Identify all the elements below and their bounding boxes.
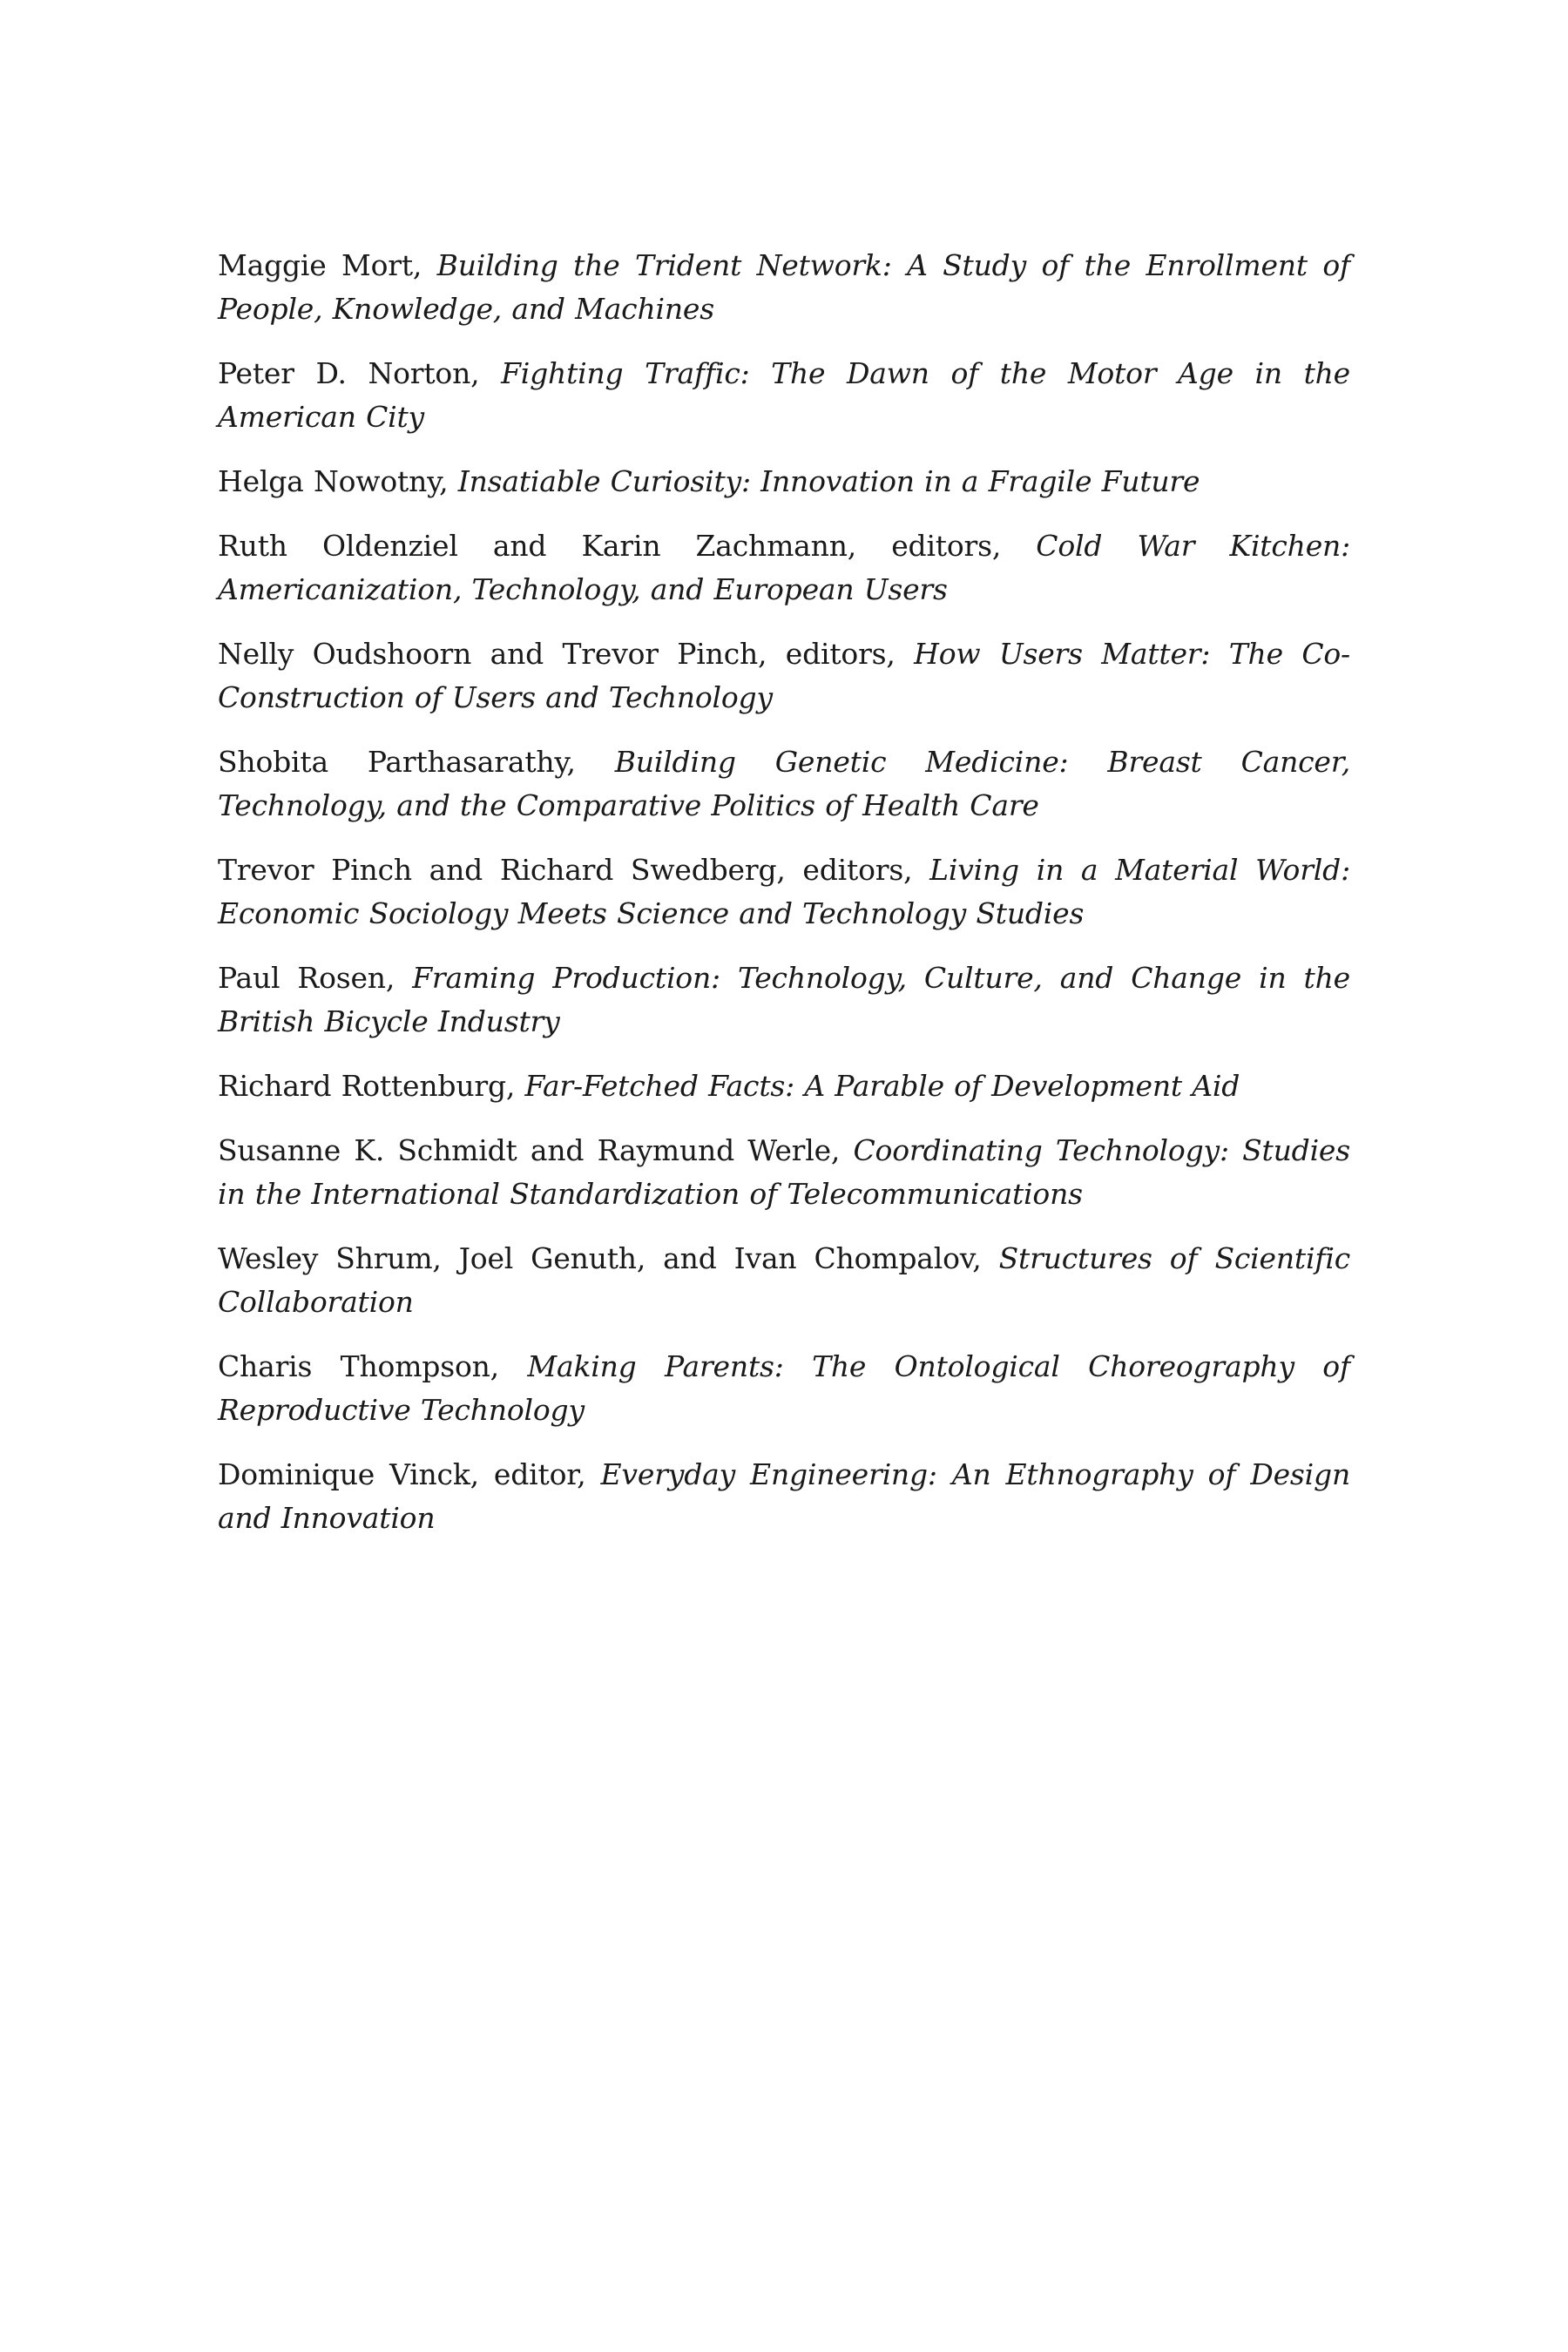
book-entry [218, 632, 1350, 720]
book-entry [218, 1064, 1350, 1108]
book-entry [218, 352, 1350, 439]
book-author: Trevor Pinch and Richard Swedberg, editors, [218, 853, 930, 887]
book-title: How Users Matter: The Co-Construction of Users and Technology [218, 637, 1350, 714]
book-title: Building the Trident Network: A Study of the Enrollment of People, Knowledge, and Machines [218, 248, 1351, 326]
book-author: Richard Rottenburg, [218, 1069, 525, 1103]
book-author: Ruth Oldenziel and Karin Zachmann, editors, [218, 529, 1037, 563]
book-entry [218, 1345, 1350, 1432]
book-author: Helga Nowotny, [218, 464, 458, 498]
book-title: Coordinating Technology: Studies in the International Standardization of Telecommunications [218, 1133, 1350, 1211]
book-entry [218, 1453, 1350, 1540]
book-author: Dominique Vinck, editor, [218, 1457, 601, 1491]
book-title: Everyday Engineering: An Ethnography of Design and Innovation [218, 1457, 1350, 1535]
book-author: Charis Thompson, [218, 1349, 528, 1383]
book-title: Fighting Traffic: The Dawn of the Motor Age in the American City [218, 356, 1351, 434]
book-title: Far-Fetched Facts: A Parable of Development Aid [524, 1069, 1240, 1103]
book-entry [218, 1237, 1350, 1324]
book-entry [218, 524, 1350, 612]
book-author: Peter D. Norton, [218, 356, 502, 390]
book-entry [218, 460, 1350, 504]
book-entry [218, 1129, 1350, 1216]
book-title: Building Genetic Medicine: Breast Cancer, Technology, and the Comparative Politics of Health Care [218, 745, 1351, 822]
book-title: Structures of Scientific Collaboration [218, 1241, 1350, 1319]
book-entry [218, 848, 1350, 936]
book-title: Insatiable Curiosity: Innovation in a Fragile Future [457, 464, 1200, 498]
book-title: Cold War Kitchen: Americanization, Technology, and European Users [218, 529, 1351, 606]
book-author: Paul Rosen, [218, 961, 413, 995]
book-title: Making Parents: The Ontological Choreography of Reproductive Technology [218, 1349, 1350, 1427]
book-entry [218, 956, 1350, 1044]
book-entry [218, 740, 1350, 828]
book-entry [218, 244, 1350, 331]
book-author: Susanne K. Schmidt and Raymund Werle, [218, 1133, 854, 1167]
book-author: Shobita Parthasarathy, [218, 745, 615, 779]
series-book-list [218, 244, 1350, 1561]
book-author: Wesley Shrum, Joel Genuth, and Ivan Chompalov, [218, 1241, 999, 1275]
book-author: Maggie Mort, [218, 248, 437, 282]
book-title: Framing Production: Technology, Culture, and Change in the British Bicycle Industry [218, 961, 1350, 1038]
book-author: Nelly Oudshoorn and Trevor Pinch, editors, [218, 637, 915, 671]
book-title: Living in a Material World: Economic Sociology Meets Science and Technology Studies [218, 853, 1350, 930]
